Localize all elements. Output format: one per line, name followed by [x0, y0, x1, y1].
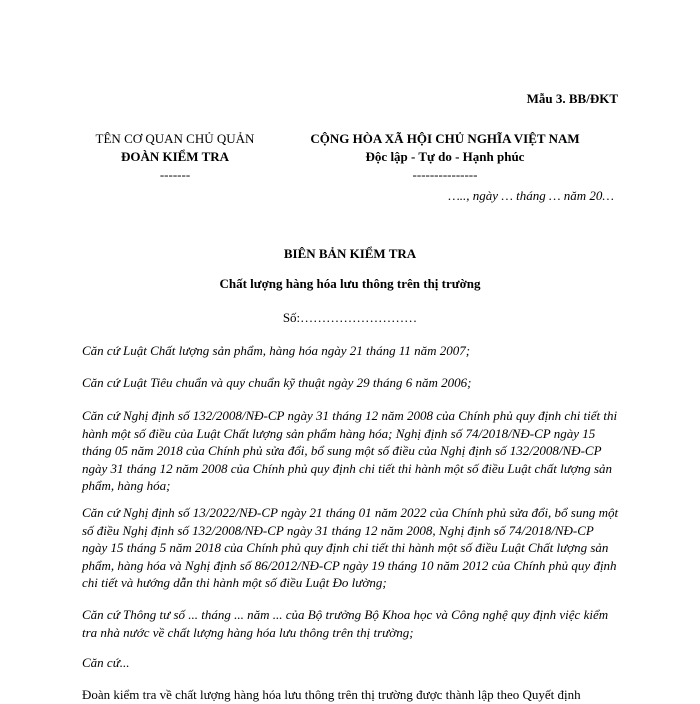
basis-paragraph-1: Căn cứ Luật Chất lượng sản phẩm, hàng hóa ngày 21 tháng 11 năm 2007; — [82, 343, 471, 358]
basis-paragraph-6: Căn cứ... — [82, 655, 130, 670]
form-code: Mẫu 3. BB/ĐKT — [526, 91, 618, 106]
inspection-team-name: ĐOÀN KIỂM TRA — [120, 149, 230, 164]
agency-divider: ------- — [159, 167, 191, 182]
agency-header — [60, 130, 290, 184]
basis-paragraph-4: Căn cứ Nghị định số 13/2022/NĐ-CP ngày 21 tháng 01 năm 2022 của Chính phủ sửa đổi, bổ sung một số điều Nghị định số 132/2008/NĐ-CP ngày 31 tháng 12 năm 2008, Nghị định số 74/2018/NĐ-CP ngày 15 tháng 5 năm 2018 của Chính phủ quy định chi tiết thi hành một số điều Luật Chất lượng sản phẩm, hàng hóa và Nghị định số 86/2012/NĐ-CP ngày 19 tháng 10 năm 2012 của Chính phủ quy định chi tiết và hướng dẫn thi hành một số điều Luật Đo lường; — [82, 505, 619, 590]
basis-paragraph-5: Căn cứ Thông tư số ... tháng ... năm ... của Bộ trưởng Bộ Khoa học và Công nghệ quy định việc kiểm tra nhà nước về chất lượng hàng hóa lưu thông trên thị trường; — [82, 607, 609, 640]
basis-paragraph-3: Căn cứ Nghị định số 132/2008/NĐ-CP ngày 31 tháng 12 năm 2008 của Chính phủ quy định chi tiết thi hành một số điều của Luật Chất lượng sản phẩm hàng hóa; Nghị định số 74/2018/NĐ-CP ngày 15 tháng 05 năm 2018 của Chính phủ sửa đổi, bổ sung một số điều của Nghị định số 132/2008/NĐ-CP ngày 31 tháng 12 năm 2008 của Chính phủ quy định chi tiết thi hành một số điều Luật chất lượng sản phẩm, hàng hóa; — [82, 408, 618, 493]
document-number: Số:……………………… — [282, 310, 418, 325]
national-header — [290, 130, 600, 184]
national-title: CỘNG HÒA XÃ HỘI CHỦ NGHĨA VIỆT NAM — [310, 131, 580, 146]
national-divider: --------------- — [412, 167, 478, 182]
document-subtitle: Chất lượng hàng hóa lưu thông trên thị trường — [219, 276, 481, 291]
national-motto: Độc lập - Tự do - Hạnh phúc — [365, 149, 525, 164]
date-line: ….., ngày … tháng … năm 20… — [448, 188, 614, 203]
document-title: BIÊN BẢN KIỂM TRA — [283, 246, 417, 261]
body-paragraph-1: Đoàn kiểm tra về chất lượng hàng hóa lưu thông trên thị trường được thành lập theo Quyết định — [82, 687, 581, 702]
agency-name: TÊN CƠ QUAN CHỦ QUẢN — [95, 131, 255, 146]
basis-paragraph-2: Căn cứ Luật Tiêu chuẩn và quy chuẩn kỹ thuật ngày 29 tháng 6 năm 2006; — [82, 375, 472, 390]
